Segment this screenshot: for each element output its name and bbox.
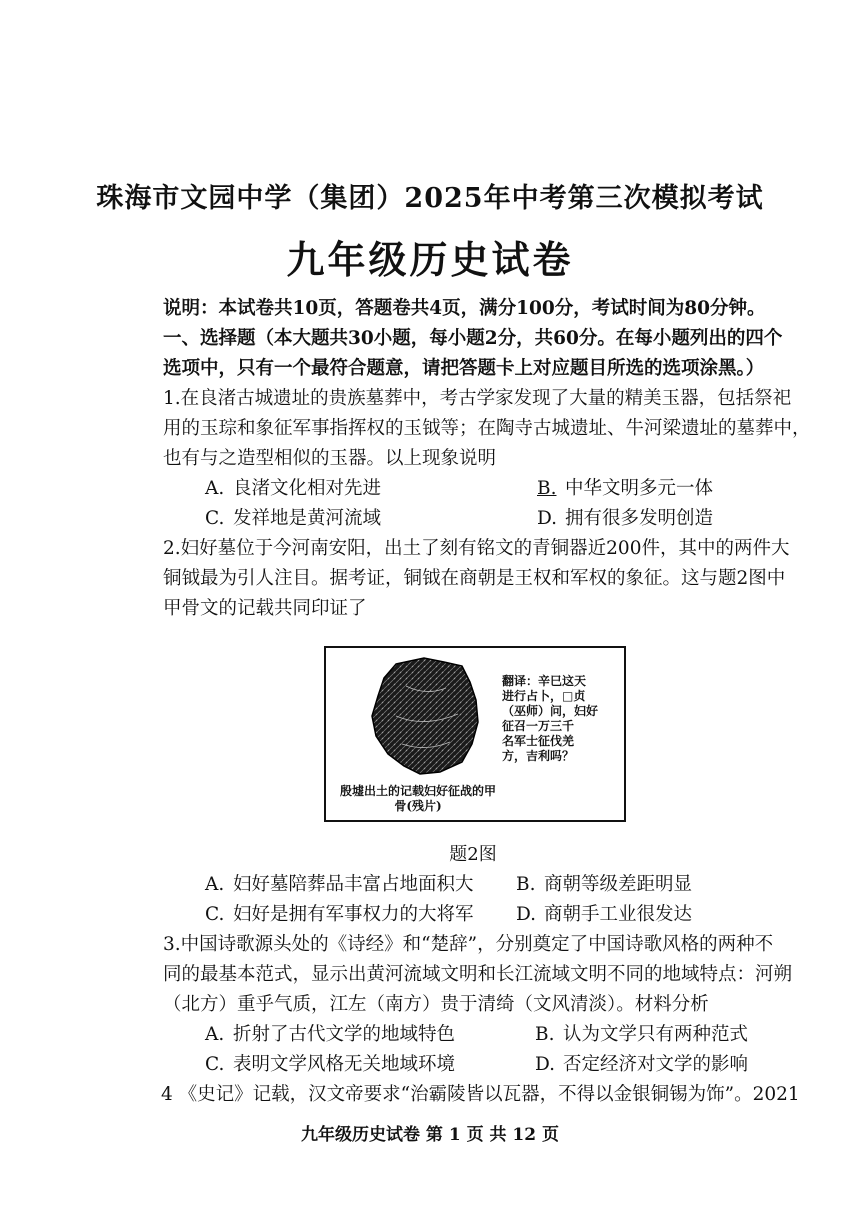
option-b: B. 商朝等级差距明显 <box>516 874 693 895</box>
option-row <box>163 870 813 900</box>
question-text-line: 1.在良渚古城遗址的贵族墓葬中，考古学家发现了大量的精美玉器，包括祭祀 <box>163 388 792 409</box>
oracle-bone-figure <box>324 646 626 822</box>
oracle-bone-image <box>366 656 488 776</box>
instructions: 说明：本试卷共10页，答题卷共4页，满分100分，考试时间为80分钟。 <box>163 298 766 319</box>
question-3 <box>163 930 813 1080</box>
question-text-line: 用的玉琮和象征军事指挥权的玉钺等；在陶寺古城遗址、牛河梁遗址的墓葬中， <box>163 418 811 439</box>
section-heading-line-1: 一、选择题（本大题共30小题，每小题2分，共60分。在每小题列出的四个 <box>163 328 783 349</box>
option-b: B. 中华文明多元一体 <box>537 478 714 499</box>
exam-body <box>163 294 813 1110</box>
option-row <box>163 1050 813 1080</box>
question-1 <box>163 384 813 534</box>
question-text-line: 同的最基本范式，显示出黄河流域文明和长江流域文明不同的地域特点：河朔 <box>163 964 793 985</box>
figure-caption: 殷墟出土的记载妇好征战的甲骨(残片) <box>340 784 497 813</box>
exam-subtitle: 九年级历史试卷 <box>286 237 574 282</box>
section-heading-line-2: 选项中，只有一个最符合题意，请把答题卡上对应题目所选的选项涂黑。） <box>163 358 765 379</box>
option-c: C. 妇好是拥有军事权力的大将军 <box>205 904 474 925</box>
option-a: A. 良渚文化相对先进 <box>205 478 382 499</box>
option-a: A. 折射了古代文学的地域特色 <box>205 1024 456 1045</box>
question-text-line: 2.妇好墓位于今河南安阳，出土了刻有铭文的青铜器近200件，其中的两件大 <box>163 538 790 559</box>
question-text-line: 也有与之造型相似的玉器。以上现象说明 <box>163 448 497 469</box>
option-row <box>163 504 813 534</box>
option-d: D. 否定经济对文学的影响 <box>535 1054 749 1075</box>
option-c: C. 发祥地是黄河流域 <box>205 508 382 529</box>
figure-label: 题2图 <box>449 844 497 865</box>
option-a: A. 妇好墓陪葬品丰富占地面积大 <box>205 874 474 895</box>
option-row <box>163 1020 813 1050</box>
exam-title: 珠海市文园中学（集团）2025年中考第三次模拟考试 <box>96 183 764 214</box>
option-d: D. 商朝手工业很发达 <box>516 904 693 925</box>
question-text-line: 甲骨文的记载共同印证了 <box>163 598 367 619</box>
question-text-line: （北方）重乎气质，江左（南方）贵于清绮（文风清淡）。材料分析 <box>163 994 709 1015</box>
option-b: B. 认为文学只有两种范式 <box>535 1024 749 1045</box>
option-row <box>163 900 813 930</box>
question-4 <box>163 1080 813 1110</box>
question-2 <box>163 534 813 930</box>
option-c: C. 表明文学风格无关地域环境 <box>205 1054 456 1075</box>
figure-translation: 翻译：辛巳这天 进行占卜，□贞 （巫师）问，妇好 征召一万三千 名军士征伐羌 方，吉利吗？ <box>502 674 599 763</box>
question-text-line: 铜钺最为引人注目。据考证，铜钺在商朝是王权和军权的象征。这与题2图中 <box>163 568 786 589</box>
question-text-line: 3.中国诗歌源头处的《诗经》和“楚辞”，分别奠定了中国诗歌风格的两种不 <box>163 934 774 955</box>
page-footer: 九年级历史试卷 第 1 页 共 12 页 <box>301 1125 559 1145</box>
option-d: D. 拥有很多发明创造 <box>537 508 714 529</box>
question-text-line: 4 《史记》记载，汉文帝要求“治霸陵皆以瓦器，不得以金银铜锡为饰”。2021 <box>161 1084 800 1105</box>
option-row <box>163 474 813 504</box>
